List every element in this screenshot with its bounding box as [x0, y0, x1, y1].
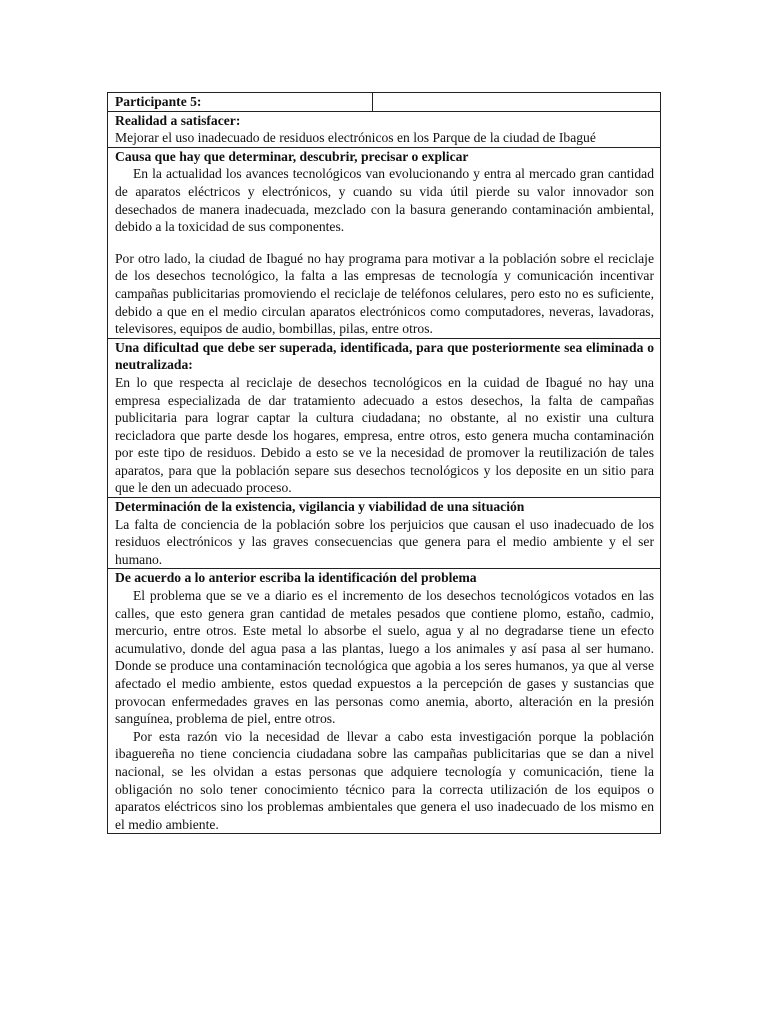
difficulty-text: En lo que respecta al reciclaje de desechos tecnológicos en la cuidad de Ibagué no hay una empresa especializada de dar tratamiento adecuado a estos desechos, la falta de campañas publicitaria para lograr captar la cultura ciudadana; no obstante, al no existir una cultura recicladora que parte desde los hogares, empresa, entre otros, esto genera mucha contaminación por este tipo de residuos. Debido a esto se ve la necesidad de promover la reutilización de tales aparatos, para que la población separe sus desechos tecnológicos y los deposite en un sitio para que le den un adecuado proceso.: [115, 374, 654, 496]
problem-paragraph-2: Por esta razón vio la necesidad de llevar a cabo esta investigación porque la población ibaguereña no tiene conciencia ciudadana sobre las campañas publicitarias que se dan a nivel nacional, se les olvidan a estas personas que adquiere tecnología y comunicación, tiene la obligación no solo tener conocimiento técnico para la correcta utilización de los equipos o aparatos eléctricos sino los problemas ambientales que genera el uso inadecuado de los mismo en el medio ambiente.: [115, 728, 654, 832]
existence-cell: [108, 498, 661, 569]
difficulty-cell: [108, 338, 661, 497]
cause-heading: Causa que hay que determinar, descubrir, precisar o explicar: [115, 148, 469, 164]
existence-heading: Determinación de la existencia, vigilancia y viabilidad de una situación: [115, 499, 525, 515]
cause-paragraph-1: En la actualidad los avances tecnológicos van evolucionando y entra al mercado gran cantidad de aparatos eléctricos y electrónicos, y cuando su vida útil pierde su valor innovador son desechados de manera inadecuada, mezclado con la basura generando contaminación ambiental, debido a la toxicidad de sus componentes.: [115, 166, 654, 235]
problem-row: [108, 569, 661, 834]
paragraph-gap: [115, 236, 654, 250]
cause-cell: [108, 147, 661, 338]
problem-identification-table: [107, 92, 661, 834]
problem-heading: De acuerdo a lo anterior escriba la identificación del problema: [115, 570, 477, 586]
reality-text: Mejorar el uso inadecuado de residuos electrónicos en los Parque de la ciudad de Ibagué: [115, 130, 596, 146]
participant-row: [108, 93, 661, 112]
difficulty-heading: Una dificultad que debe ser superada, identificada, para que posteriormente sea eliminada o neutralizada:: [115, 339, 654, 373]
existence-text: La falta de conciencia de la población sobre los perjuicios que causan el uso inadecuado de los residuos electrónicos y las graves consecuencias que genera para el medio ambiente y el ser humano.: [115, 516, 654, 567]
cause-paragraph-2: Por otro lado, la ciudad de Ibagué no hay programa para motivar a la población sobre el reciclaje de los desechos tecnológico, la falta a las empresas de tecnología y comunicación incentivar campañas publicitarias promoviendo el reciclaje de teléfonos celulares, pero esto no es suficiente, debido a que en el medio circulan aparatos electrónicos como computadores, neveras, lavadoras, televisores, equipos de audio, bombillas, pilas, entre otros.: [115, 250, 654, 337]
reality-heading: Realidad a satisfacer:: [115, 112, 241, 128]
problem-cell: [108, 569, 661, 834]
reality-cell: [108, 111, 661, 147]
participant-label: Participante 5:: [108, 93, 373, 112]
participant-value: [373, 93, 661, 112]
cause-row: [108, 147, 661, 338]
existence-row: [108, 498, 661, 569]
difficulty-row: [108, 338, 661, 497]
problem-paragraph-1: El problema que se ve a diario es el incremento de los desechos tecnológicos votados en las calles, que esto genera gran cantidad de metales pesados que contiene plomo, estaño, cadmio, mercurio, entre otros. Este metal lo absorbe el suelo, agua y al no degradarse tiene un efecto acumulativo, donde del agua pasa a las plantas, luego a los animales y así pasa al ser humano. Donde se produce una contaminación tecnológica que agobia a los seres humanos, ya que al verse afectado el medio ambiente, estos quedad expuestos a la percepción de gases y sustancias que provocan enfermedades graves en las personas como anemia, aborto, alteración en la presión sanguínea, problema de piel, entre otros.: [115, 588, 654, 727]
reality-row: [108, 111, 661, 147]
